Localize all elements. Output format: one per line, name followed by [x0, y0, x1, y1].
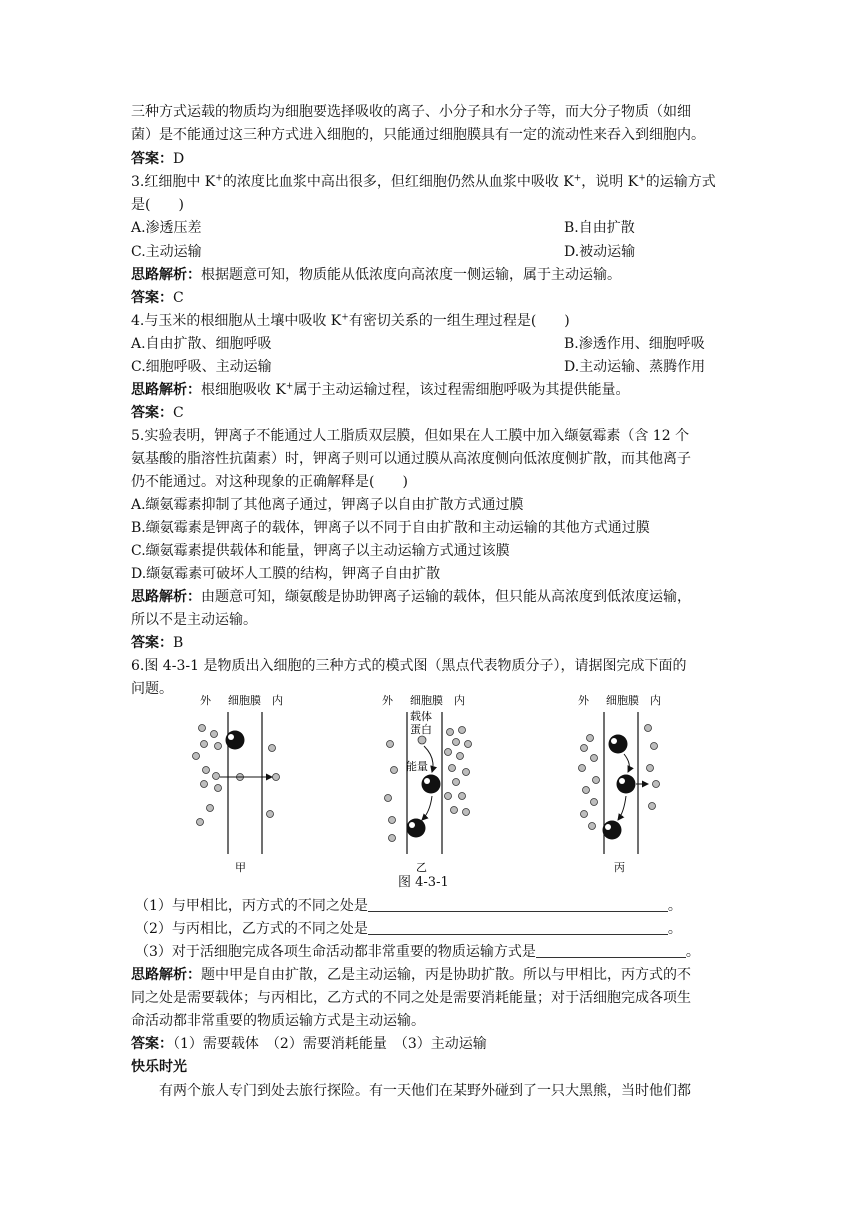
section-title: 快乐时光	[131, 1059, 187, 1075]
carrier-highlight	[619, 778, 625, 784]
answer-value: C	[173, 405, 184, 421]
q6-sub-2	[135, 918, 747, 940]
option-a: A.渗透压差	[131, 220, 202, 236]
q5-stem-line-2: 氨基酸的脂溶性抗菌素）时，钾离子则可以通过膜从高浓度侧向低浓度侧扩散，而其他离子	[131, 451, 691, 467]
analysis-text: 题中甲是自由扩散，乙是主动运输，丙是协助扩散。所以与甲相比，丙方式的不	[201, 967, 691, 983]
carrier-highlight	[424, 778, 430, 784]
label-membrane: 细胞膜	[410, 694, 443, 707]
answer-value: （1）需要载体 （2）需要消耗能量 （3）主动运输	[173, 1036, 487, 1052]
label-energy: 能量	[406, 760, 428, 773]
carrier-ball	[422, 775, 441, 794]
analysis-label: 思路解析：	[131, 589, 201, 605]
label-outside: 外	[200, 694, 211, 707]
period: 。	[667, 898, 682, 914]
analysis-text: 根细胞吸收 K	[201, 382, 286, 398]
carrier-highlight	[605, 824, 611, 830]
q6-stem-line-2: 问题。	[131, 681, 173, 697]
option-a: A.自由扩散、细胞呼吸	[131, 336, 272, 352]
q4-stem	[131, 310, 743, 332]
q5-analysis-line-1	[131, 586, 743, 608]
label-outside: 外	[578, 694, 589, 707]
figure-caption: 图 4-3-1	[398, 875, 449, 890]
q6-sub-1	[135, 895, 747, 917]
sub-question-text: （3）对于活细胞完成各项生命活动都非常重要的物质运输方式是	[135, 944, 536, 960]
q3-options-row-1	[131, 217, 743, 239]
panel-jia	[193, 693, 284, 874]
answer-label: 答案：	[131, 151, 173, 167]
molecule-dot	[418, 736, 426, 744]
label-inside: 内	[272, 694, 283, 707]
q5-stem-line-3: 仍不能通过。对这种现象的正确解释是( )	[131, 474, 408, 490]
answer-label: 答案：	[131, 1036, 173, 1052]
answer-value: D	[173, 151, 185, 167]
superscript: +	[638, 173, 646, 184]
label-inside: 内	[454, 694, 465, 707]
carrier-ball	[603, 821, 622, 840]
q5-option-b: B.缬氨霉素是钾离子的载体，钾离子以不同于自由扩散和主动运输的其他方式通过膜	[131, 520, 650, 536]
carrier-ball	[617, 775, 636, 794]
q3-answer	[131, 287, 743, 309]
q5-option-d: D.缬氨霉素可破坏人工膜的结构，钾离子自由扩散	[131, 566, 441, 582]
panel-label-bing: 丙	[614, 861, 625, 874]
analysis-text: 根据题意可知，物质能从低浓度向高浓度一侧运输，属于主动运输。	[201, 267, 621, 283]
answer-value: C	[173, 290, 184, 306]
q6-answer	[131, 1033, 743, 1055]
carrier-ball	[226, 731, 245, 750]
analysis-label: 思路解析：	[131, 967, 201, 983]
q3-stem-part: 3.红细胞中 K	[131, 174, 216, 190]
intro-line-2: 菌）是不能通过这三种方式进入细胞的，只能通过细胞膜具有一定的流动性来吞入到细胞内。	[131, 127, 705, 143]
q4-stem-part: 4.与玉米的根细胞从土壤中吸收 K	[131, 313, 342, 329]
q5-answer	[131, 632, 743, 654]
option-d: D.被动运输	[564, 244, 636, 260]
q3-stem-part: ，说明 K	[581, 174, 639, 190]
superscript: +	[573, 173, 582, 184]
q5-stem-line-1: 5.实验表明，钾离子不能通过人工脂质双层膜，但如果在人工膜中加入缬氨霉素（含 12 个	[131, 428, 690, 444]
q3-options-row-2	[131, 241, 743, 263]
panel-bing	[578, 693, 661, 874]
period: 。	[685, 944, 700, 960]
label-carrier-line-1: 载体	[410, 710, 432, 723]
panel-label-jia: 甲	[235, 861, 246, 874]
q3-stem-part: 的运输方式	[645, 174, 716, 190]
story-text: 有两个旅人专门到处去旅行探险。有一天他们在某野外碰到了一只大黑熊，当时他们都	[159, 1083, 691, 1099]
carrier-highlight	[228, 734, 234, 740]
superscript: +	[285, 381, 294, 392]
answer-label: 答案：	[131, 405, 173, 421]
answer-blank[interactable]	[368, 920, 668, 935]
analysis-text: 属于主动运输过程，该过程需细胞呼吸为其提供能量。	[293, 382, 630, 398]
q4-analysis	[131, 379, 743, 401]
q6-stem-line-1: 6.图 4-3-1 是物质出入细胞的三种方式的模式图（黑点代表物质分子），请据图完成下面的	[131, 658, 687, 674]
label-membrane: 细胞膜	[228, 694, 261, 707]
q5-option-c: C.缬氨霉素提供载体和能量，钾离子以主动运输方式通过该膜	[131, 543, 510, 559]
label-inside: 内	[650, 694, 661, 707]
option-c: C.细胞呼吸、主动运输	[131, 359, 272, 375]
sub-question-text: （2）与丙相比，乙方式的不同之处是	[135, 921, 368, 937]
option-b: B.自由扩散	[564, 220, 635, 236]
panel-label-yi: 乙	[416, 861, 427, 874]
q3-analysis	[131, 264, 743, 286]
q4-options-row-1	[131, 333, 743, 355]
q3-stem-line-2: 是( )	[131, 197, 184, 213]
q4-stem-part: 有密切关系的一组生理过程是( )	[348, 313, 570, 329]
arrow-curve	[422, 796, 432, 820]
carrier-ball	[407, 819, 426, 838]
carrier-ball	[609, 735, 628, 754]
answer-blank[interactable]	[368, 897, 668, 912]
answer-label: 答案：	[131, 635, 173, 651]
sub-question-text: （1）与甲相比，丙方式的不同之处是	[135, 898, 368, 914]
period: 。	[667, 921, 682, 937]
carrier-highlight	[409, 822, 415, 828]
option-d: D.主动运输、蒸腾作用	[564, 359, 706, 375]
q4-options-row-2	[131, 356, 743, 378]
arrow-curve	[624, 754, 629, 772]
superscript: +	[215, 173, 223, 184]
analysis-label: 思路解析：	[131, 267, 201, 283]
panel-yi	[382, 693, 472, 874]
answer-value: B	[173, 635, 184, 651]
q6-analysis-line-3: 命活动都非常重要的物质运输方式是主动运输。	[131, 1013, 425, 1029]
intro-line-1: 三种方式运载的物质均为细胞要选择吸收的离子、小分子和水分子等，而大分子物质（如细	[131, 104, 691, 120]
transport-figure	[180, 688, 680, 874]
option-b: B.渗透作用、细胞呼吸	[564, 336, 705, 352]
intro-answer	[131, 148, 743, 170]
q3-stem	[131, 171, 743, 193]
q6-sub-3	[135, 941, 747, 963]
answer-blank[interactable]	[536, 943, 686, 958]
arrow-curve	[618, 796, 626, 820]
label-membrane: 细胞膜	[606, 694, 639, 707]
superscript: +	[341, 312, 349, 323]
q4-answer	[131, 402, 743, 424]
label-outside: 外	[382, 694, 393, 707]
q5-option-a: A.缬氨霉素抑制了其他离子通过，钾离子以自由扩散方式通过膜	[131, 497, 524, 513]
option-c: C.主动运输	[131, 244, 202, 260]
q6-analysis-line-1	[131, 964, 743, 986]
q3-stem-part: 的浓度比血浆中高出很多，但红细胞仍然从血浆中吸收 K	[222, 174, 574, 190]
label-carrier-line-2: 蛋白	[410, 723, 432, 736]
answer-label: 答案：	[131, 290, 173, 306]
q5-analysis-line-2: 所以不是主动运输。	[131, 612, 257, 628]
analysis-label: 思路解析：	[131, 382, 201, 398]
analysis-text: 由题意可知，缬氨酸是协助钾离子运输的载体，但只能从高浓度到低浓度运输，	[201, 589, 691, 605]
q6-analysis-line-2: 同之处是需要载体；与丙相比，乙方式的不同之处是需要消耗能量；对于活细胞完成各项生	[131, 990, 691, 1006]
carrier-highlight	[611, 738, 617, 744]
